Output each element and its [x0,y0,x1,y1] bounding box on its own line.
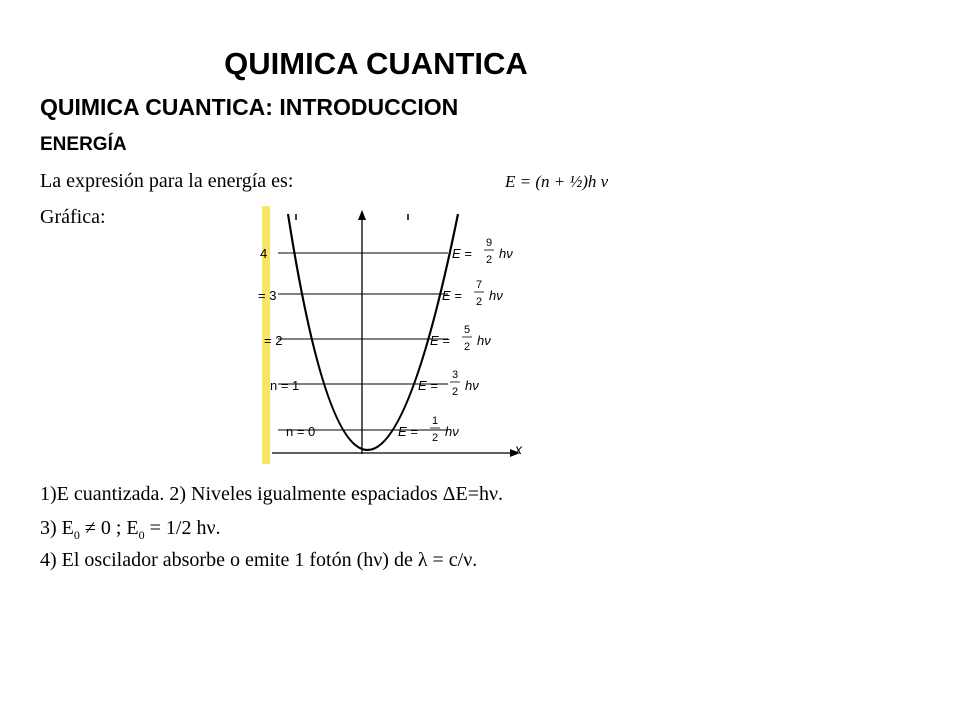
level-n-label: = 3 [258,288,277,303]
fraction-denominator: 2 [476,296,483,308]
point-zero-energy-suffix: = 1/2 hν. [144,517,221,539]
level-energy-label: E = [430,333,450,348]
level-unit: hν [489,288,503,303]
fraction-denominator: 2 [432,432,439,444]
level-energy-label: E = [452,246,472,261]
level-energy-label: E = [418,378,438,393]
fraction-numerator: 3 [452,369,459,381]
section-heading: ENERGÍA [40,134,127,155]
point-photon: 4) El oscilador absorbe o emite 1 fotón (hν) de λ = c/ν. [40,549,478,571]
point-zero-energy-mid: ≠ 0 ; E [79,517,139,539]
fraction-numerator: 7 [476,279,483,291]
fraction-denominator: 2 [452,386,459,398]
oscillator-diagram [258,206,530,464]
level-energy-label: E = [398,424,418,439]
expression-label: La expresión para la energía es: [40,170,294,192]
slide-subtitle: QUIMICA CUANTICA: INTRODUCCION [40,94,459,120]
harmonic-oscillator-figure [258,206,530,464]
fraction-numerator: 1 [432,415,439,427]
point-zero-energy-prefix: 3) E [40,517,74,539]
fraction-numerator: 9 [486,237,493,249]
level-n-label: = 2 [264,333,283,348]
fraction-denominator: 2 [486,254,493,266]
level-n-label: 4 [260,246,268,261]
subscript-zero: 0 [73,528,80,542]
fraction-numerator: 5 [464,324,471,336]
graph-label: Gráfica: [40,206,106,228]
level-unit: hν [465,378,479,393]
point-zero-energy [40,517,221,543]
level-n-label: n = 1 [270,378,300,393]
page-title: QUIMICA CUANTICA [224,46,528,81]
level-unit: hν [477,333,491,348]
fraction-denominator: 2 [464,341,471,353]
level-unit: hν [499,246,513,261]
level-energy-label: E = [442,288,462,303]
level-unit: hν [445,424,459,439]
subscript-zero: 0 [138,528,145,542]
level-n-label: n = 0 [286,424,316,439]
energy-axis-arrow [358,210,366,220]
energy-formula: E = (n + ½)h ν [505,172,609,191]
point-quantized: 1)E cuantizada. 2) Niveles igualmente espaciados ΔE=hν. [40,483,504,505]
x-axis-label: x [515,441,522,457]
